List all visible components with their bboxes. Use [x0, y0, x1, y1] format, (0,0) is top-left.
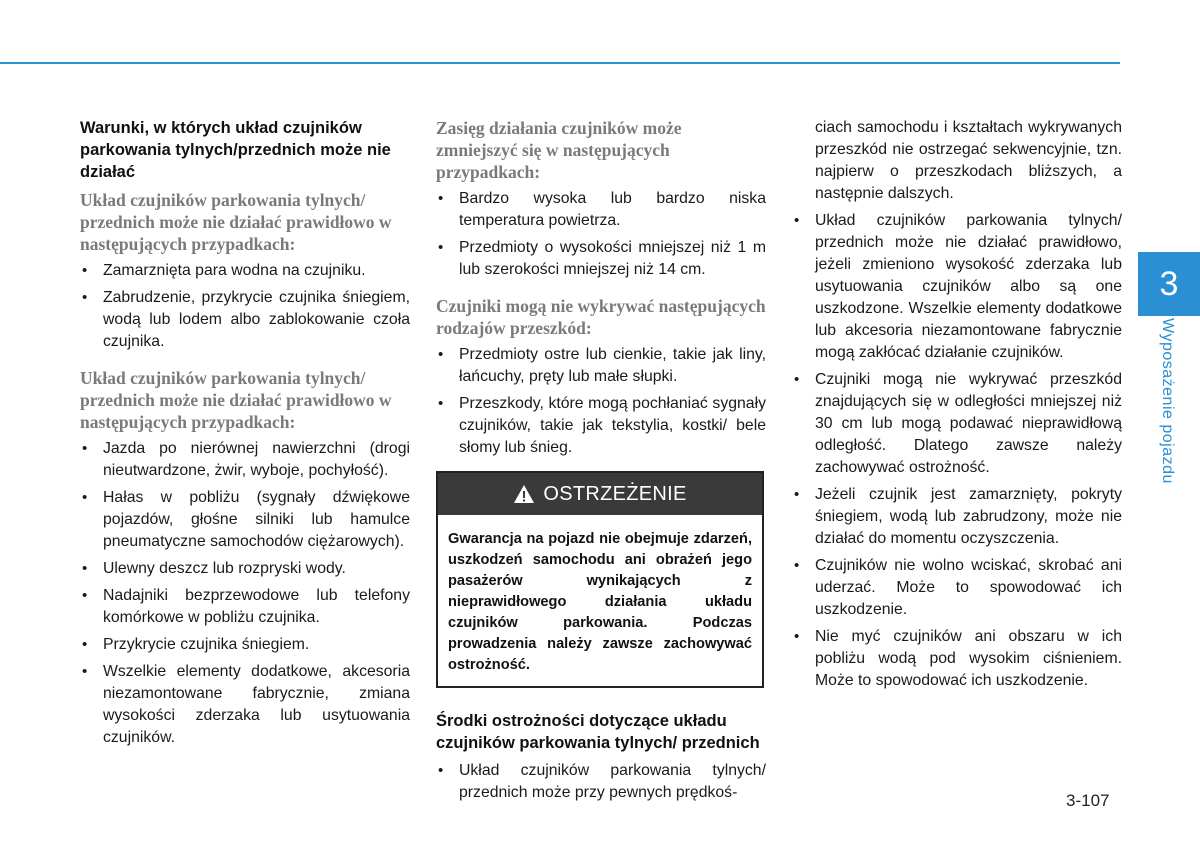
subheading: Czujniki mogą nie wykrywać następujących rodzajów przeszkód: — [436, 296, 766, 338]
warning-triangle-icon — [513, 484, 535, 504]
list-item: • Przykrycie czujnika śniegiem. — [80, 634, 410, 656]
section-heading: Środki ostrożności dotyczące układu czujników parkowania tylnych/ przednich — [436, 712, 760, 752]
list-item: • Układ czujników parkowania tylnych/ przednich może przy pewnych prędkoś- — [436, 760, 766, 804]
list-item: • Układ czujników parkowania tylnych/ przednich może nie działać prawidłowo, jeżeli zmieniono wysokość zderzaka lub usytuowania czujników albo są one uszkodzone. Wszelkie elementy dodatkowe lub akcesoria niezamontowane fabrycznie mogą zakłócać działanie czujników. — [792, 210, 1122, 364]
list-item: • Nadajniki bezprzewodowe lub telefony komórkowe w pobliżu czujnika. — [80, 585, 410, 629]
warning-header — [438, 473, 762, 515]
list-item: • Hałas w pobliżu (sygnały dźwiękowe pojazdów, głośne silniki lub hamulce pneumatyczne samochodów ciężarowych). — [80, 487, 410, 553]
chapter-title: Wyposażenie pojazdu — [1159, 318, 1176, 484]
subheading: Układ czujników parkowania tylnych/ przednich może nie działać prawidłowo w następujących przypadkach: — [80, 368, 392, 432]
list-item: • Przeszkody, które mogą pochłaniać sygnały czujników, takie jak tekstylia, kostki/ bele słomy lub śnieg. — [436, 393, 766, 459]
list-item-continuation: ciach samochodu i kształtach wykrywanych przeszkód nie ostrzegać sekwencyjnie, tzn. najpierw o przeszkodach bliższych, a następnie dalszych. — [815, 119, 1122, 202]
list-item: • Wszelkie elementy dodatkowe, akcesoria niezamontowane fabrycznie, zmiana wysokości zderzaka lub usytuowania czujników. — [80, 661, 410, 749]
list-item: • Jeżeli czujnik jest zamarznięty, pokryty śniegiem, wodą lub zabrudzony, może nie działać do momentu oczyszczenia. — [792, 484, 1122, 550]
top-rule — [0, 62, 1120, 64]
list-item: • Przedmioty o wysokości mniejszej niż 1 m lub szerokości mniejszej niż 14 cm. — [436, 237, 766, 281]
warning-box — [436, 471, 764, 688]
bullet-list — [792, 117, 1122, 692]
list-item: • Zamarznięta para wodna na czujniku. — [80, 260, 410, 282]
bullet-list — [80, 260, 410, 353]
list-item: • Nie myć czujników ani obszaru w ich pobliżu wodą pod wysokim ciśnieniem. Może to spowodować ich uszkodzenie. — [792, 626, 1122, 692]
bullet-list — [80, 438, 410, 749]
list-item: • Czujniki mogą nie wykrywać przeszkód znajdujących się w odległości mniejszej niż 30 cm lub mogą podawać nieprawidłową odległość. Dlatego zawsze należy zachowywać ostrożność. — [792, 369, 1122, 479]
list-item: • Ulewny deszcz lub rozpryski wody. — [80, 558, 410, 580]
bullet-list — [436, 344, 766, 459]
chapter-tab: 3 — [1138, 252, 1200, 316]
section-heading: Warunki, w których układ czujników parkowania tylnych/przednich może nie działać — [80, 119, 391, 181]
subheading: Układ czujników parkowania tylnych/ przednich może nie działać prawidłowo w następujących przypadkach: — [80, 190, 392, 254]
list-item: • Zabrudzenie, przykrycie czujnika śniegiem, wodą lub lodem albo zablokowanie czoła czujnika. — [80, 287, 410, 353]
list-item: • Jazda po nierównej nawierzchni (drogi nieutwardzone, żwir, wyboje, pochyłość). — [80, 438, 410, 482]
warning-title: OSTRZEŻENIE — [543, 482, 687, 505]
list-item: • Przedmioty ostre lub cienkie, takie jak liny, łańcuchy, pręty lub małe słupki. — [436, 344, 766, 388]
column-middle — [436, 117, 766, 809]
bullet-list — [436, 760, 766, 804]
column-left — [80, 117, 410, 754]
warning-text: Gwarancja na pojazd nie obejmuje zdarzeń, uszkodzeń samochodu ani obrażeń jego pasażerów wynikających z nieprawidłowego działania układu czujników parkowania. Podczas prowadzenia należy zawsze zachowywać ostrożność. — [448, 531, 752, 673]
page-number: 3-107 — [1066, 791, 1110, 810]
list-item: • Czujników nie wolno wciskać, skrobać ani uderzać. Może to spowodować ich uszkodzenie. — [792, 555, 1122, 621]
subheading: Zasięg działania czujników może zmniejszyć się w następujących przypadkach: — [436, 118, 682, 182]
bullet-list — [436, 188, 766, 281]
column-right — [792, 117, 1122, 697]
list-item: • Bardzo wysoka lub bardzo niska temperatura powietrza. — [436, 188, 766, 232]
